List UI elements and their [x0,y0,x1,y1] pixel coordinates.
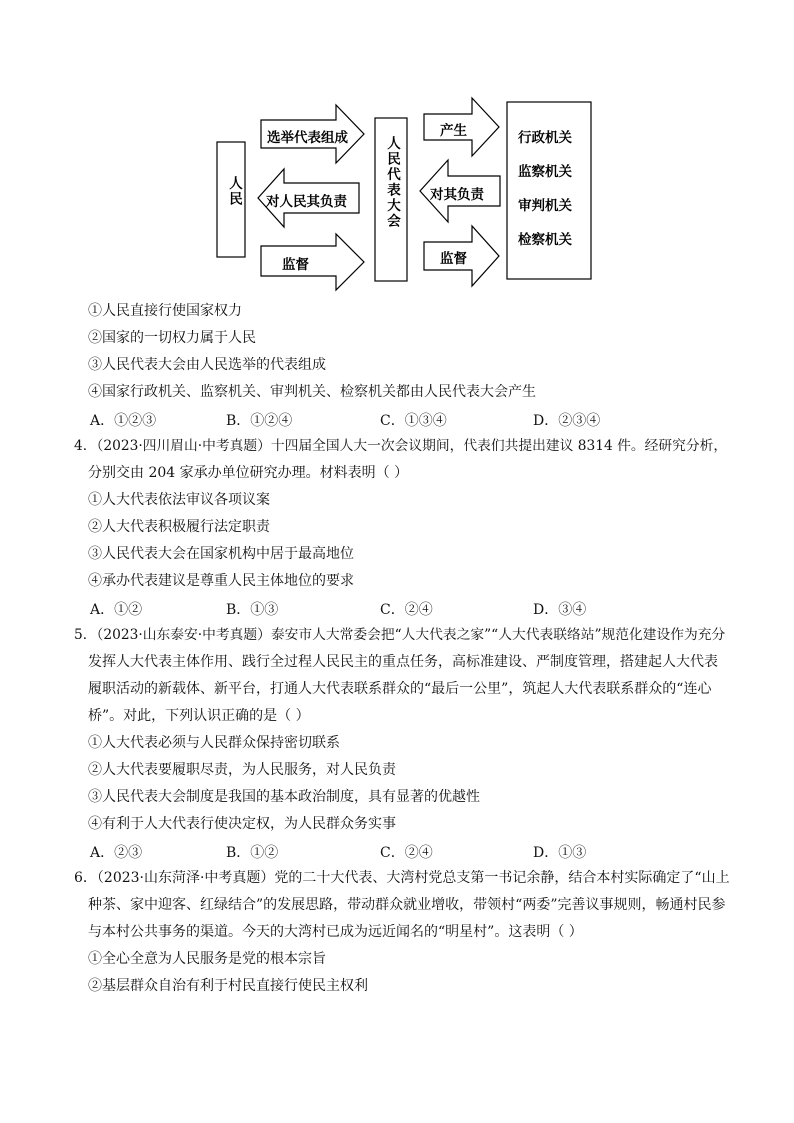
q6-stem: 6．（2023·山东菏泽·中考真题）党的二十大代表、大湾村党总支第一书记余静，结合本村实际确定了“山上 [74,870,730,886]
organ-label: 检察机关 [518,232,572,248]
q4-item: ④承办代表建议是尊重人民主体地位的要求 [88,573,354,589]
arrow-supervise-left-label: 监督 [282,257,309,273]
q5-item: ④有利于人大代表行使决定权，为人民群众务实事 [88,816,396,832]
option-c[interactable]: C．②④ [380,602,433,618]
q5-options [88,842,708,860]
q3-options [88,410,708,428]
q4-item: ③人民代表大会在国家机构中居于最高地位 [88,546,354,562]
option-b[interactable]: B．①②④ [226,413,293,429]
organ-label: 审判机关 [518,198,572,214]
q5-item: ③人民代表大会制度是我国的基本政治制度，具有显著的优越性 [88,789,480,805]
q6-stem: 种茶、家中迎客、红绿结合”的发展思路，带动群众就业增收，带领村“两委”完善议事规则，畅通村民参 [88,897,726,913]
option-d[interactable]: D．①③ [533,845,587,861]
option-c[interactable]: C．②④ [380,845,433,861]
option-d[interactable]: D．②③④ [533,413,601,429]
congress-label: 人民代表大会 [384,136,400,229]
option-c[interactable]: C．①③④ [380,413,447,429]
q5-item: ②人大代表要履职尽责，为人民服务，对人民负责 [88,762,396,778]
q3-item: ③人民代表大会由人民选举的代表组成 [88,357,326,373]
option-b[interactable]: B．①③ [226,602,279,618]
option-a[interactable]: A．①② [90,602,143,618]
arrow-produce-label: 产生 [440,123,467,139]
option-d[interactable]: D．③④ [533,602,587,618]
q3-item: ①人民直接行使国家权力 [88,303,242,319]
q3-item: ④国家行政机关、监察机关、审判机关、检察机关都由人民代表大会产生 [88,384,536,400]
arrow-supervise-left-shape [261,234,364,290]
q4-item: ①人大代表依法审议各项议案 [88,492,270,508]
q5-item: ①人大代表必须与人民群众保持密切联系 [88,735,340,751]
q3-item: ②国家的一切权力属于人民 [88,330,256,346]
state-organs-diagram [214,96,594,292]
q4-stem: 分别交由 204 家承办单位研究办理。材料表明（ ） [88,465,409,481]
q5-stem: 发挥人大代表主体作用、践行全过程人民民主的重点任务，高标准建设、严制度管理，搭建起人大代表 [88,654,718,670]
arrow-responsible-people-label: 对人民其负责 [266,194,347,210]
arrow-responsible-label: 对其负责 [430,187,484,203]
q6-stem: 与本村公共事务的渠道。今天的大湾村已成为远近闻名的“明星村”。这表明（ ） [88,924,583,940]
q5-stem: 履职活动的新载体、新平台，打通人大代表联系群众的“最后一公里”，筑起人大代表联系群众的“连心 [88,681,712,697]
q4-options [88,599,708,617]
q5-stem: 5．（2023·山东泰安·中考真题）泰安市人大常委会把“人大代表之家”“人大代表联络站”规范化建设作为充分 [74,627,726,643]
organ-label: 监察机关 [518,164,572,180]
q6-item: ①全心全意为人民服务是党的根本宗旨 [88,951,326,967]
q5-stem: 桥”。对此，下列认识正确的是（ ） [88,708,310,724]
arrow-elect-label: 选举代表组成 [267,130,348,146]
organ-label: 行政机关 [518,130,572,146]
option-a[interactable]: A．②③ [90,845,143,861]
option-a[interactable]: A．①②③ [90,413,157,429]
arrow-supervise-right-label: 监督 [440,251,467,267]
option-b[interactable]: B．①② [226,845,279,861]
q4-stem: 4．（2023·四川眉山·中考真题）十四届全国人大一次会议期间，代表们共提出建议 8314 件。经研究分析， [74,438,728,454]
q4-item: ②人大代表积极履行法定职责 [88,519,270,535]
people-label: 人民 [226,176,242,207]
q6-item: ②基层群众自治有利于村民直接行使民主权利 [88,978,368,994]
